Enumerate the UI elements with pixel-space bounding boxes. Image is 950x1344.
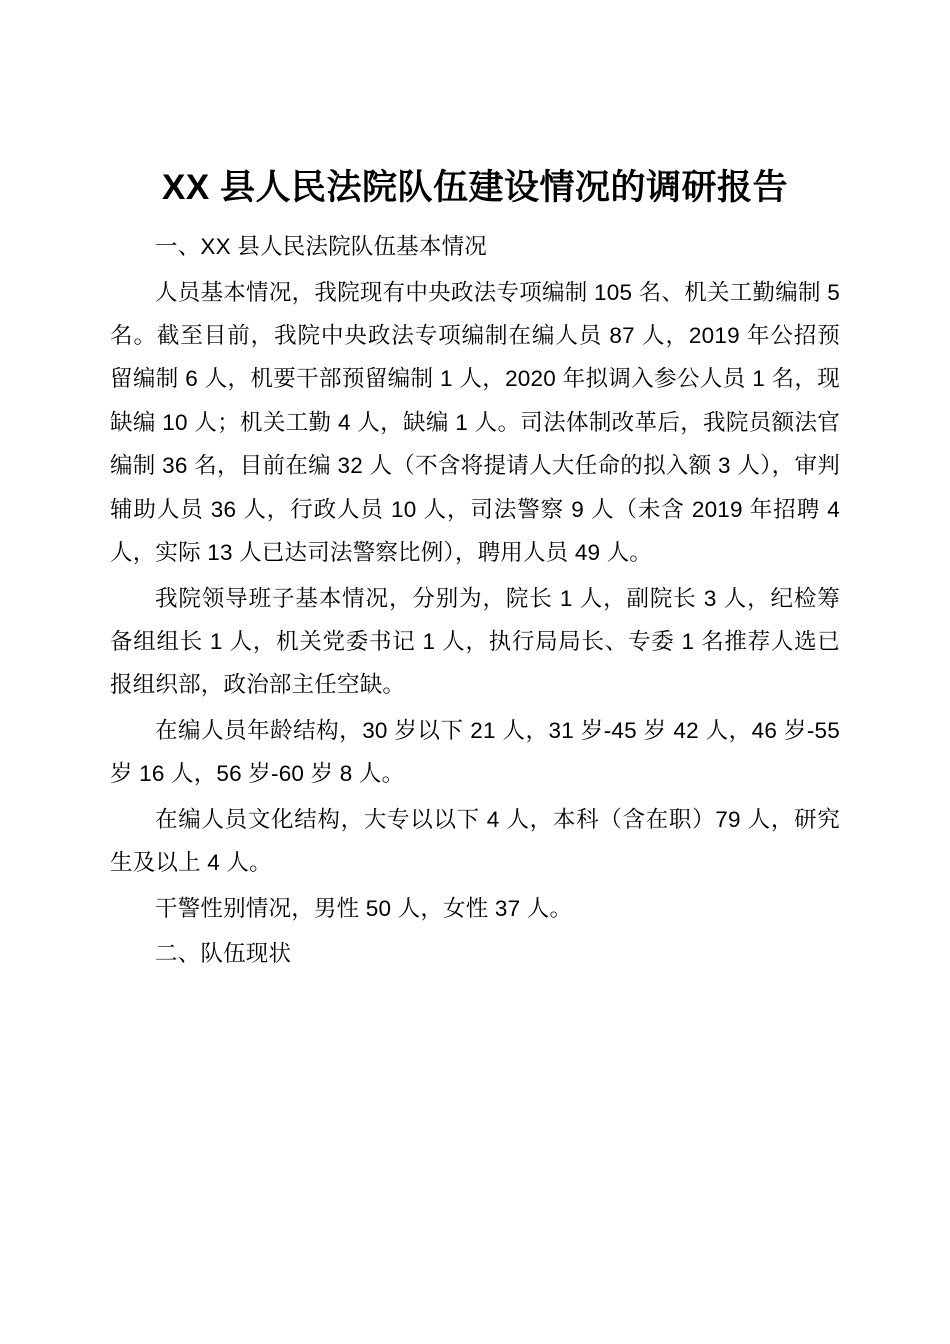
page-title: XX 县人民法院队伍建设情况的调研报告 bbox=[162, 168, 788, 207]
paragraph-gender: 干警性别情况，男性 50 人，女性 37 人。 bbox=[155, 895, 573, 921]
section-heading-two: 二、队伍现状 bbox=[155, 940, 292, 966]
paragraph-education-structure: 在编人员文化结构，大专以以下 4 人，本科（含在职）79 人，研究生及以上 4 人。 bbox=[110, 806, 840, 876]
paragraph-leadership: 我院领导班子基本情况，分别为，院长 1 人，副院长 3 人，纪检筹备组组长 1 人，机关党委书记 1 人，执行局局长、专委 1 名推荐人选已报组织部，政治部主任空缺。 bbox=[110, 585, 840, 698]
section-heading-one: 一、XX 县人民法院队伍基本情况 bbox=[155, 234, 487, 260]
paragraph-personnel-basics: 人员基本情况，我院现有中央政法专项编制 105 名、机关工勤编制 5 名。截至目前，我院中央政法专项编制在编人员 87 人，2019 年公招预留编制 6 人，机要干部预留编制 1 人，2020 年拟调入参公人员 1 名，现缺编 10 人；机关工勤 4 人，缺编 1 人。司法体制改革后，我院员额法官编制 36 名，目前在编 32 人（不含将提请人大任命的拟入额 3 人），审判辅助人员 36 人，行政人员 10 人，司法警察 9 人（未含 2019 年招聘 4 人，实际 13 人已达司法警察比例），聘用人员 49 人。 bbox=[110, 279, 840, 566]
paragraph-age-structure: 在编人员年龄结构，30 岁以下 21 人，31 岁-45 岁 42 人，46 岁-55 岁 16 人，56 岁-60 岁 8 人。 bbox=[110, 717, 840, 787]
